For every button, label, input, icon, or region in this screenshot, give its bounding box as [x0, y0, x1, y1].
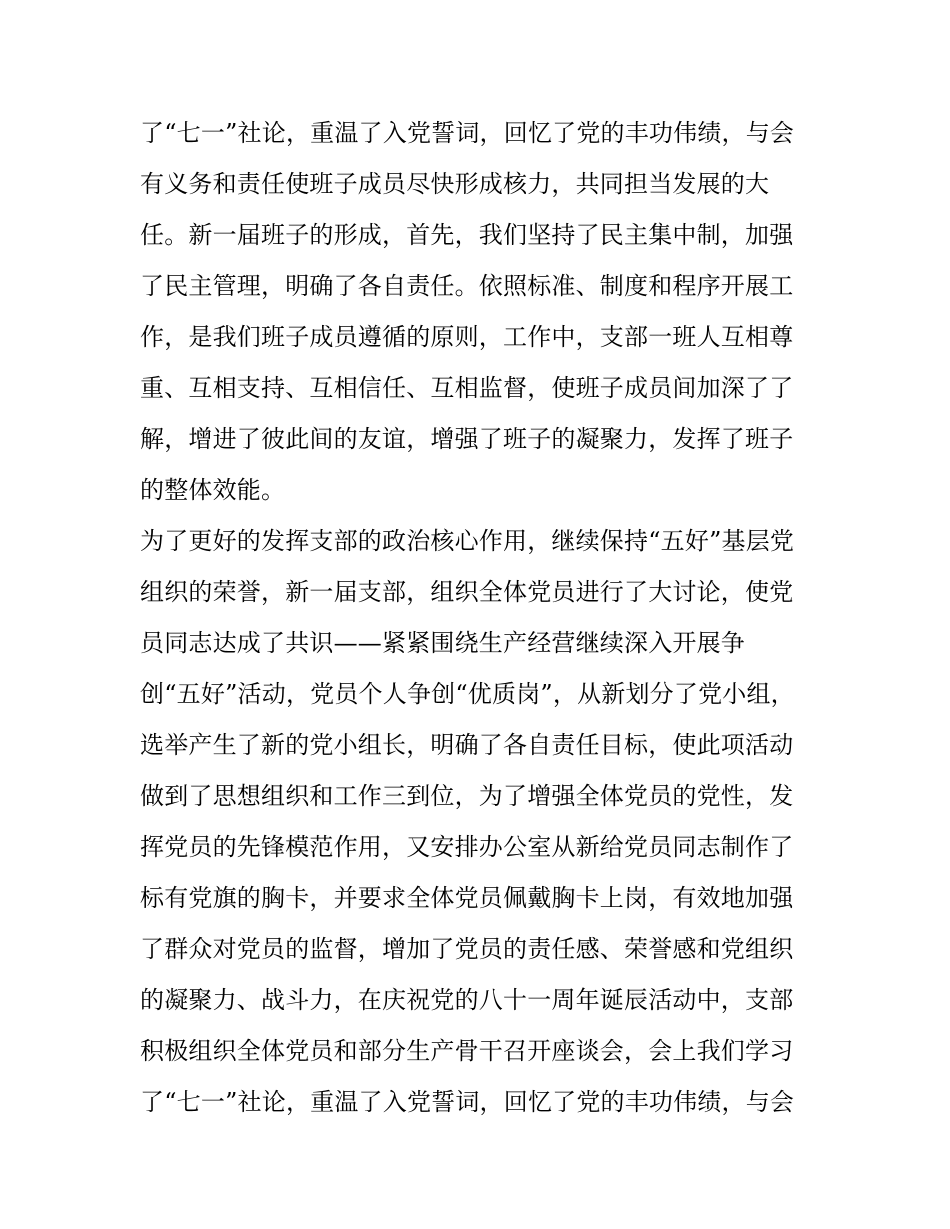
text-line: 选举产生了新的党小组长，明确了各自责任目标，使此项活动: [140, 731, 794, 759]
text-line: 积极组织全体党员和部分生产骨干召开座谈会，会上我们学习: [140, 1037, 794, 1065]
text-line: 组织的荣誉，新一届支部，组织全体党员进行了大讨论，使党: [140, 578, 794, 606]
text-line: 了群众对党员的监督，增加了党员的责任感、荣誉感和党组织: [140, 935, 794, 963]
text-line: 的凝聚力、战斗力，在庆祝党的八十一周年诞辰活动中，支部: [140, 986, 794, 1014]
text-line: 任。新一届班子的形成，首先，我们坚持了民主集中制，加强: [140, 221, 794, 249]
text-line: 挥党员的先锋模范作用，又安排办公室从新给党员同志制作了: [140, 833, 794, 861]
text-line: 创“五好”活动，党员个人争创“优质岗”，从新划分了党小组，: [140, 680, 795, 708]
text-line: 作，是我们班子成员遵循的原则，工作中，支部一班人互相尊: [140, 323, 794, 351]
text-line: 做到了思想组织和工作三到位，为了增强全体党员的党性，发: [140, 782, 794, 810]
text-line: 员同志达成了共识——紧紧围绕生产经营继续深入开展争: [140, 629, 745, 657]
text-line: 标有党旗的胸卡，并要求全体党员佩戴胸卡上岗，有效地加强: [140, 884, 794, 912]
text-line: 了民主管理，明确了各自责任。依照标准、制度和程序开展工: [140, 272, 794, 300]
text-line: 解，增进了彼此间的友谊，增强了班子的凝聚力，发挥了班子: [140, 425, 794, 453]
text-line: 为了更好的发挥支部的政治核心作用，继续保持“五好”基层党: [140, 527, 795, 555]
text-line: 了“七一”社论，重温了入党誓词，回忆了党的丰功伟绩，与会: [140, 1088, 795, 1116]
body-text: [140, 108, 830, 1128]
text-line: 重、互相支持、互相信任、互相监督，使班子成员间加深了了: [140, 374, 794, 402]
text-line: 有义务和责任使班子成员尽快形成核力，共同担当发展的大: [140, 170, 770, 198]
text-line: 的整体效能。: [140, 476, 286, 504]
text-line: 了“七一”社论，重温了入党誓词，回忆了党的丰功伟绩，与会: [140, 119, 795, 147]
